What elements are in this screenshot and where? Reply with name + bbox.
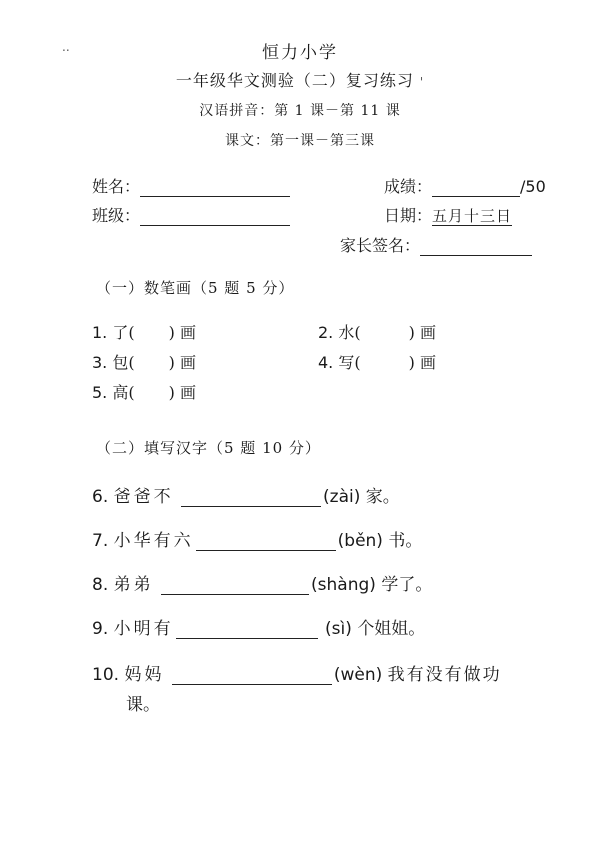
section1-title: （一）数笔画（5 题 5 分）: [96, 279, 295, 297]
parent-signature-row: [340, 233, 532, 256]
date-value: 五月十三日: [432, 207, 513, 225]
sentence-end: 个姐姐。: [357, 619, 426, 639]
name-row: [92, 174, 290, 197]
name-field[interactable]: [140, 182, 290, 197]
question-char: 写(: [338, 353, 361, 372]
sentence-start: 弟弟: [113, 575, 154, 595]
score-row: [384, 174, 546, 197]
title-mark: ': [419, 75, 425, 89]
worksheet-title-text: 一年级华文测验（二）复习练习: [175, 71, 414, 90]
answer-blank[interactable]: [181, 492, 321, 507]
pinyin-hint: (sì): [325, 619, 352, 639]
fill-question-8: [92, 570, 432, 595]
fill-question-10: [92, 660, 502, 685]
section2-title: （二）填写汉字（5 题 10 分）: [96, 439, 321, 457]
question-char: 高(: [112, 383, 135, 402]
sentence-end: 我有没有做功: [387, 665, 502, 685]
stroke-question-5: [92, 380, 196, 403]
close-paren: ): [168, 353, 175, 372]
question-number: 1.: [92, 323, 108, 342]
close-paren: ): [408, 323, 415, 342]
unit-label: 画: [179, 323, 196, 342]
question-number: 4.: [318, 353, 334, 372]
sentence-start: 小华有六: [113, 531, 194, 551]
answer-blank[interactable]: [196, 536, 336, 551]
stroke-question-2: [318, 320, 436, 343]
parent-signature-field[interactable]: [420, 241, 532, 256]
question-number: 2.: [318, 323, 334, 342]
score-total: /50: [520, 177, 546, 196]
score-label: 成绩：: [384, 177, 433, 196]
stroke-question-3: [92, 350, 196, 373]
school-name: 恒力小学: [262, 43, 338, 63]
close-paren: ): [168, 383, 175, 402]
question-number: 6.: [92, 487, 109, 507]
question-number: 3.: [92, 353, 108, 372]
sentence-end: 学了。: [381, 575, 433, 595]
close-paren: ): [408, 353, 415, 372]
answer-blank[interactable]: [161, 580, 309, 595]
sentence-end: 书。: [388, 531, 423, 551]
sentence-start: 爸爸不: [113, 487, 174, 507]
sentence-start: 妈妈: [124, 665, 165, 685]
pinyin-hint: (shàng): [311, 575, 376, 595]
close-paren: ): [168, 323, 175, 342]
unit-label: 画: [179, 383, 196, 402]
parent-signature-label: 家长签名：: [340, 236, 421, 255]
question-number: 7.: [92, 531, 109, 551]
corner-mark: ..: [62, 40, 70, 54]
unit-label: 画: [419, 353, 436, 372]
question-number: 10.: [92, 665, 120, 685]
unit-label: 画: [179, 353, 196, 372]
pinyin-hint: (zài): [323, 487, 361, 507]
sentence-end: 家。: [365, 487, 400, 507]
date-row: [384, 203, 512, 226]
text-scope: 课文：第一课－第三课: [225, 133, 375, 149]
question-number: 8.: [92, 575, 109, 595]
date-label: 日期：: [384, 206, 433, 225]
name-label: 姓名：: [92, 177, 141, 196]
answer-blank[interactable]: [172, 670, 332, 685]
sentence-start: 小明有: [113, 619, 174, 639]
question-char: 了(: [112, 323, 135, 342]
class-row: [92, 203, 290, 226]
pinyin-hint: (běn): [337, 531, 383, 551]
pinyin-scope: 汉语拼音：第 1 课－第 11 课: [199, 103, 401, 119]
pinyin-hint: (wèn): [333, 665, 383, 685]
class-label: 班级：: [92, 206, 141, 225]
worksheet-title: [0, 68, 600, 91]
score-field[interactable]: [432, 182, 520, 197]
fill-question-7: [92, 526, 422, 551]
stroke-question-4: [318, 350, 436, 373]
fill-question-9: [92, 614, 425, 639]
question-char: 水(: [338, 323, 361, 342]
question-number: 5.: [92, 383, 108, 402]
question-char: 包(: [112, 353, 135, 372]
fill-question-6: [92, 482, 400, 507]
fill-question-10-continuation: 课。: [126, 695, 160, 715]
stroke-question-1: [92, 320, 196, 343]
question-number: 9.: [92, 619, 109, 639]
unit-label: 画: [419, 323, 436, 342]
class-field[interactable]: [140, 211, 290, 226]
answer-blank[interactable]: [176, 624, 318, 639]
